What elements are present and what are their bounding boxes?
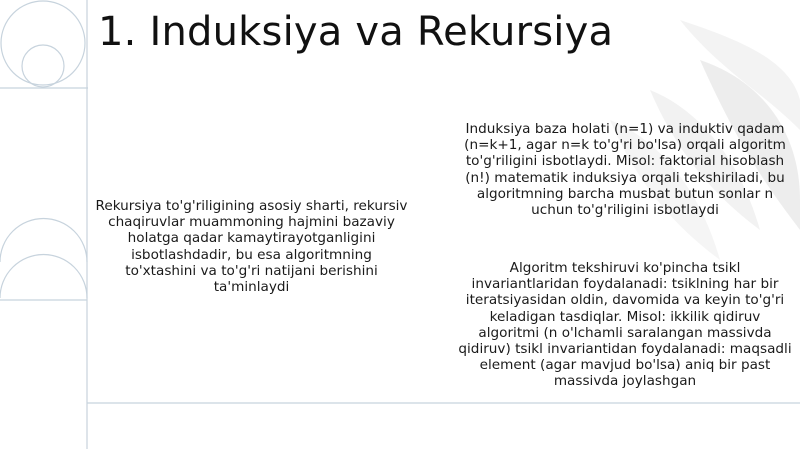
induction-paragraph: Induksiya baza holati (n=1) va induktiv qadam (n=k+1, agar n=k to'g'ri bo'lsa) orqali algoritm to'g'riligini isbotlaydi. Misol: faktorial hisoblash (n!) matematik induksiya orqali tekshiriladi, bu algoritmning barcha musbat butun sonlar n uchun to'g'riligini isbotlaydi <box>464 121 786 219</box>
page-title: 1. Induksiya va Rekursiya <box>98 9 614 55</box>
recursion-paragraph: Rekursiya to'g'riligining asosiy sharti, rekursiv chaqiruvlar muammoning hajmini bazaviy holatga qadar kamaytirayotganligini isbotlashdadir, bu esa algoritmning to'xtashini va to'g'ri natijani berishini ta'minlaydi <box>95 198 408 296</box>
loop-invariant-paragraph: Algoritm tekshiruvi ko'pincha tsikl invariantlaridan foydalanadi: tsiklning har bir iteratsiyasidan oldin, davomida va keyin to'g'ri keladigan tasdiqlar. Misol: ikkilik qidiruv algoritmi (n o'lchamli saralangan massivda qidiruv) tsikl invariantidan foydalanadi: maqsadli element (agar mavjud bo'lsa) aniq bir past massivda joylashgan <box>458 260 792 390</box>
circle-ornament <box>0 1 88 88</box>
